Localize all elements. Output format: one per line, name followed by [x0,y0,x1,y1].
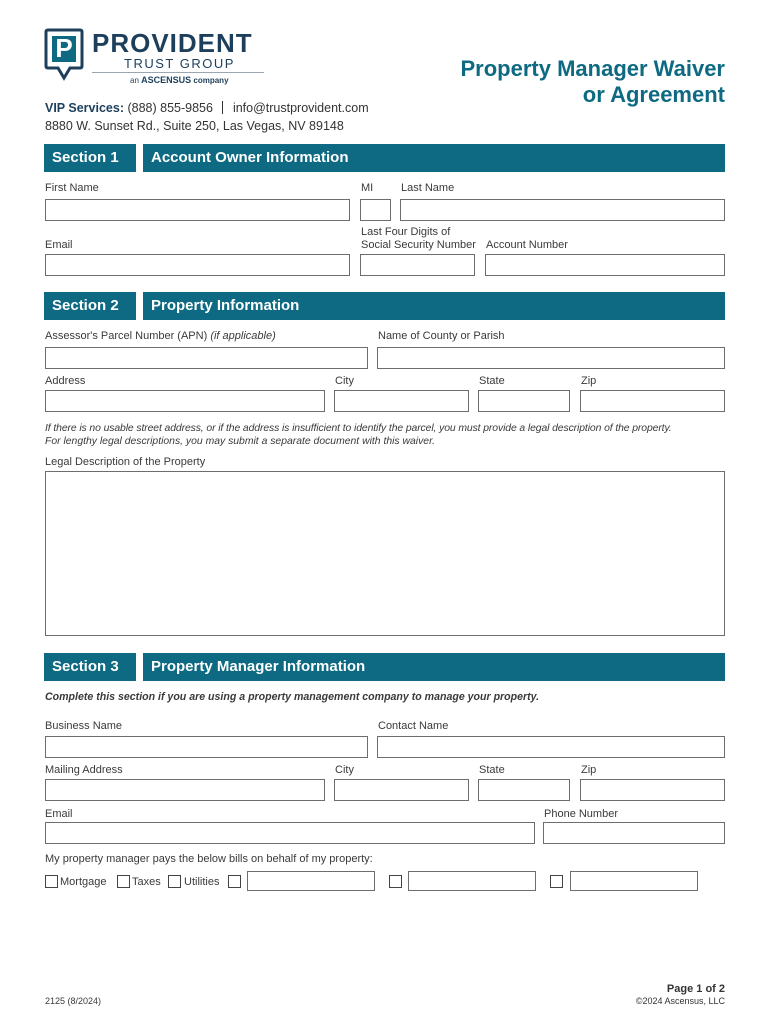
form-code: 2125 (8/2024) [45,996,102,1006]
logo-tag [130,75,229,86]
section2-number: Section 2 [44,292,136,320]
utilities-checkbox[interactable] [168,875,181,888]
logo-tag-prefix: an [130,76,139,85]
property-zip-label: Zip [581,375,597,387]
apn-label [45,330,276,343]
section1-title: Account Owner Information [143,144,725,172]
logo-main-text: PROVIDENT [92,28,253,58]
last-name-field[interactable] [400,199,725,221]
contact-name-label: Contact Name [378,720,449,732]
first-name-field[interactable] [45,199,350,221]
business-name-field[interactable] [45,736,368,758]
property-state-field[interactable] [478,390,570,412]
contact-label: VIP Services: [45,101,124,115]
legal-description-field[interactable] [45,471,725,636]
mortgage-checkbox[interactable] [45,875,58,888]
copyright: ©2024 Ascensus, LLC [635,996,725,1006]
page-number: Page 1 of 2 [666,983,725,995]
business-name-label: Business Name [45,720,123,732]
property-state-label: State [479,375,505,387]
pm-zip-field[interactable] [580,779,725,801]
account-number-label: Account Number [486,239,568,251]
property-city-label: City [335,375,354,387]
account-number-field[interactable] [485,254,725,276]
pm-phone-label: Phone Number [544,808,618,820]
logo-tag-suffix: company [193,76,229,85]
page-title-line1: Property Manager Waiver [460,56,725,81]
pm-city-label: City [335,764,354,776]
pm-state-field[interactable] [478,779,570,801]
logo-tag-name: ASCENSUS [141,75,192,85]
other-field-2[interactable] [408,871,536,891]
apn-label-text: Assessor's Parcel Number (APN) [45,330,208,342]
pm-phone-field[interactable] [543,822,725,844]
utilities-label: Utilities [184,876,220,888]
apn-label-note: (if applicable) [210,330,276,342]
other-field-3[interactable] [570,871,698,891]
mailing-address-label: Mailing Address [45,764,123,776]
mortgage-label: Mortgage [60,876,107,888]
last-name-label: Last Name [401,182,455,194]
legal-note-line2: For lengthy legal descriptions, you may submit a separate document with this waiver. [45,436,436,447]
mi-field[interactable] [360,199,391,221]
other-checkbox-1[interactable] [228,875,241,888]
property-zip-field[interactable] [580,390,725,412]
logo [44,28,274,88]
taxes-checkbox[interactable] [117,875,130,888]
contact-phone: (888) 855-9856 [127,101,213,115]
contact-email[interactable]: info@trustprovident.com [232,101,369,115]
pm-zip-label: Zip [581,764,597,776]
first-name-label: First Name [45,182,99,194]
logo-letter: P [55,33,73,63]
other-checkbox-3[interactable] [550,875,563,888]
contact-address: 8880 W. Sunset Rd., Suite 250, Las Vegas, NV 89148 [45,119,344,133]
apn-field[interactable] [45,347,368,369]
bills-prompt: My property manager pays the below bills on behalf of my property: [45,853,373,865]
property-address-label: Address [45,375,86,387]
legal-note-line1: If there is no usable street address, or if the address is insufficient to identify the parcel, you must provide a legal description of the property. [45,423,672,434]
ssn-label-line1: Last Four Digits of [361,226,451,238]
ssn-field[interactable] [360,254,475,276]
contact-separator [222,101,223,114]
mailing-address-field[interactable] [45,779,325,801]
ssn-label-line2: Social Security Number [361,239,476,251]
logo-divider [92,72,264,73]
county-field[interactable] [377,347,725,369]
mi-label: MI [361,182,374,194]
section3-instruction: Complete this section if you are using a property management company to manage your property. [45,691,540,703]
county-label: Name of County or Parish [378,330,505,342]
other-field-1[interactable] [247,871,375,891]
pm-email-field[interactable] [45,822,535,844]
other-checkbox-2[interactable] [389,875,402,888]
pm-city-field[interactable] [334,779,469,801]
taxes-label: Taxes [132,876,161,888]
page-title-line2: or Agreement [582,82,725,107]
contact-name-field[interactable] [377,736,725,758]
property-address-field[interactable] [45,390,325,412]
section3-title: Property Manager Information [143,653,725,681]
email-label: Email [45,239,73,251]
property-city-field[interactable] [334,390,469,412]
logo-sub-text: TRUST GROUP [124,56,235,71]
email-field[interactable] [45,254,350,276]
pm-state-label: State [479,764,505,776]
legal-description-label: Legal Description of the Property [45,456,206,468]
section1-number: Section 1 [44,144,136,172]
section3-number: Section 3 [44,653,136,681]
pm-email-label: Email [45,808,73,820]
contact-line [45,101,369,116]
page-title [461,56,726,108]
section2-title: Property Information [143,292,725,320]
